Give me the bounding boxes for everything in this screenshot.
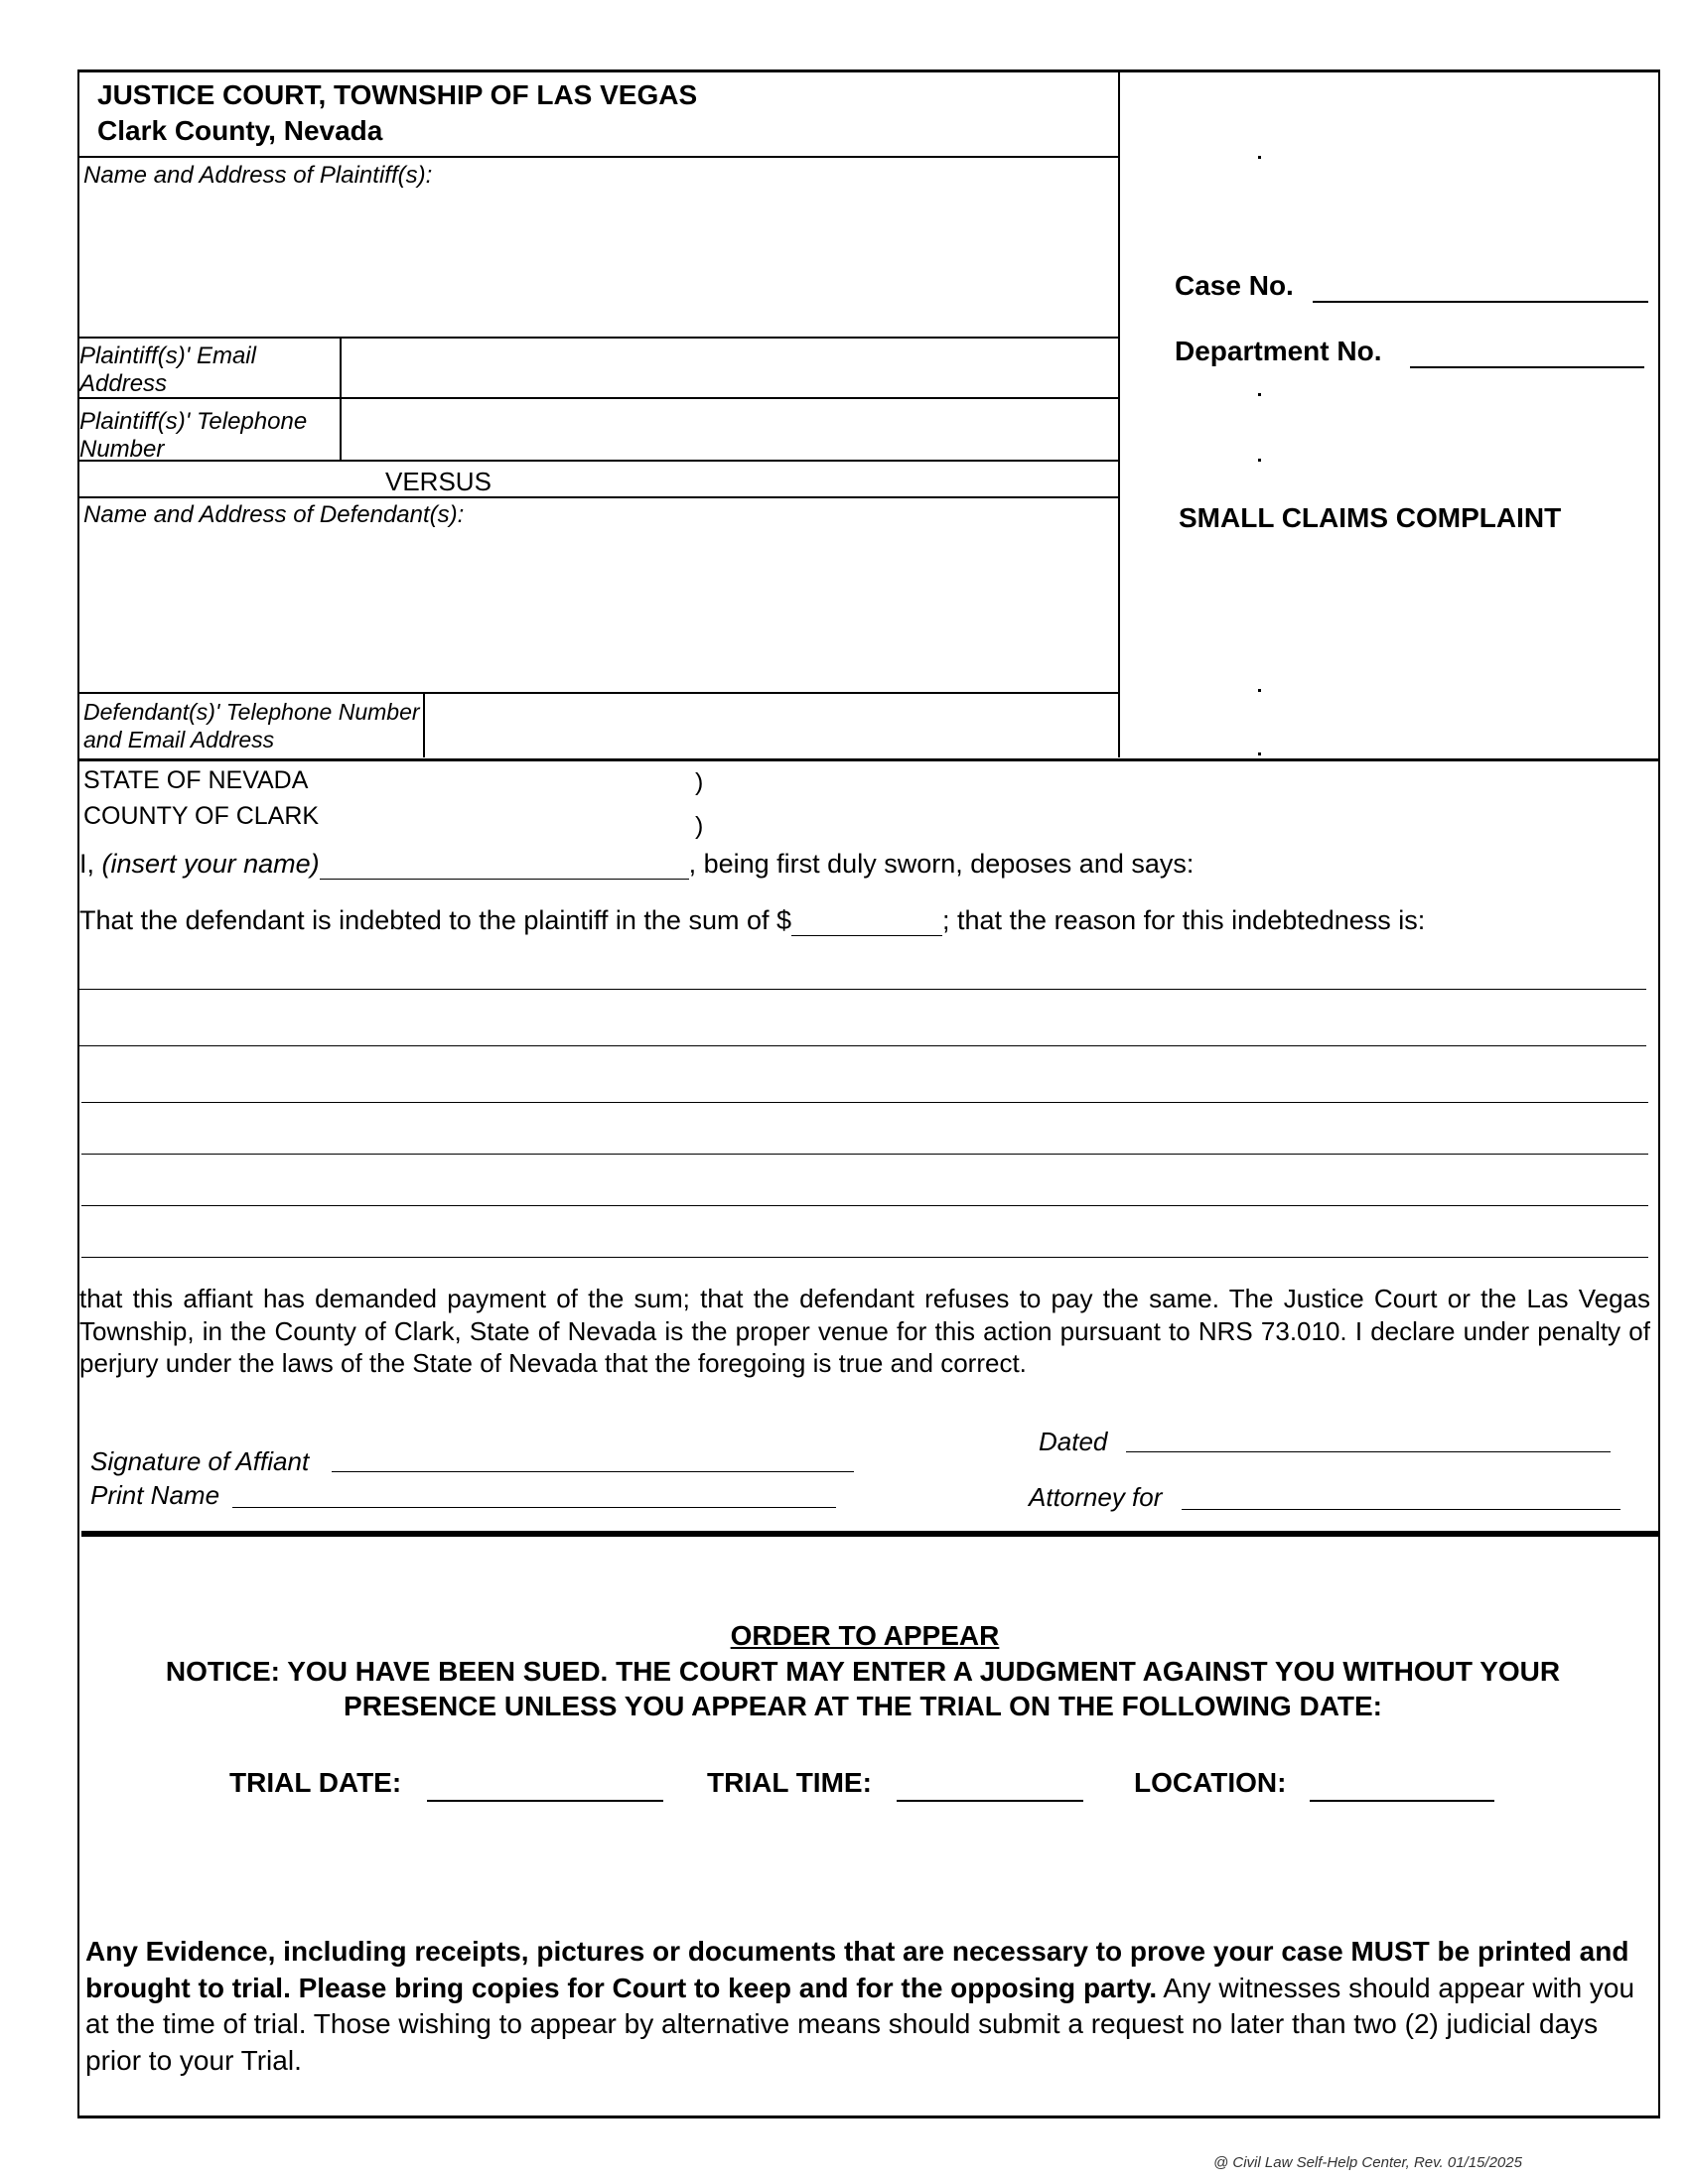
court-county: Clark County, Nevada: [97, 115, 383, 146]
evidence-bold-text: Any Evidence, including receipts, pictures or documents that are necessary to prove your case MUST be printed and brought to trial. Please bring copies for Court to keep and for the opposing party.: [85, 1936, 1629, 2003]
form-title: SMALL CLAIMS COMPLAINT: [1179, 502, 1562, 533]
reason-line[interactable]: [81, 1205, 1648, 1206]
order-title: [0, 1620, 1688, 1652]
amount-field[interactable]: [791, 909, 942, 936]
dated-field[interactable]: [1126, 1451, 1611, 1452]
order-section-divider: [81, 1531, 1660, 1537]
location-field[interactable]: [1310, 1800, 1494, 1802]
plaintiff-email-field[interactable]: [343, 341, 1117, 396]
versus-label: VERSUS: [385, 467, 492, 496]
print-name-field[interactable]: [232, 1507, 836, 1508]
decorative-dot: [1258, 689, 1261, 692]
decorative-dot: [1258, 156, 1261, 159]
trial-time-field[interactable]: [897, 1800, 1083, 1802]
defendant-block-divider: [77, 692, 1118, 694]
defendant-contact-label: Defendant(s)' Telephone Number and Email Address: [83, 699, 420, 752]
plaintiff-name-address-label: Name and Address of Plaintiff(s):: [83, 162, 433, 189]
defendant-contact-field[interactable]: [427, 695, 1116, 754]
location-label: LOCATION:: [1134, 1767, 1287, 1798]
plaintiff-contact-column-divider: [340, 337, 342, 460]
plaintiff-phone-field[interactable]: [343, 401, 1117, 459]
reason-line[interactable]: [77, 1045, 1646, 1046]
court-name: JUSTICE COURT, TOWNSHIP OF LAS VEGAS: [97, 79, 698, 110]
plaintiff-block-divider: [77, 337, 1118, 339]
case-number-field[interactable]: [1313, 301, 1648, 303]
department-number-label: Department No.: [1175, 336, 1382, 366]
trial-date-field[interactable]: [427, 1800, 663, 1802]
reason-line[interactable]: [77, 989, 1646, 990]
header-bottom-border: [77, 758, 1660, 761]
affiant-name-field[interactable]: [320, 853, 689, 880]
indebtedness-line: [79, 905, 1425, 936]
phone-row-divider: [77, 460, 1118, 462]
reason-line[interactable]: [81, 1154, 1648, 1155]
defendant-name-address-label: Name and Address of Defendant(s):: [83, 501, 465, 528]
evidence-notice: [85, 1934, 1642, 2079]
case-number-label: Case No.: [1175, 270, 1294, 301]
plaintiff-email-label: Plaintiff(s)' Email Address: [79, 342, 256, 397]
print-name-label: Print Name: [90, 1480, 220, 1510]
indebted-prefix: That the defendant is indebted to the plaintiff in the sum of $: [79, 905, 791, 935]
defendant-contact-column-divider: [423, 692, 425, 757]
affiant-signature-field[interactable]: [332, 1471, 854, 1472]
reason-line[interactable]: [81, 1102, 1648, 1103]
plaintiff-name-address-field[interactable]: [79, 194, 1116, 333]
defendant-name-address-field[interactable]: [79, 533, 1116, 687]
versus-underline: [77, 496, 1118, 498]
decorative-dot: [1258, 459, 1261, 462]
affiant-signature-label: Signature of Affiant: [90, 1446, 310, 1476]
evidence-normal-text: Any witnesses should appear with you at the time of trial. Those wishing to appear by alternative means should submit a request no later than two (2) judicial days prior to your Trial.: [85, 1972, 1635, 2076]
footer-credit: @ Civil Law Self-Help Center, Rev. 01/15/2025: [1213, 2154, 1522, 2171]
trial-time-label: TRIAL TIME:: [707, 1767, 872, 1798]
venue-paren: ): [695, 768, 704, 796]
frame-right-border: [1658, 69, 1660, 2116]
notice-line-1: NOTICE: YOU HAVE BEEN SUED. THE COURT MAY ENTER A JUDGMENT AGAINST YOU WITHOUT YOUR: [165, 1656, 1561, 1687]
department-number-field[interactable]: [1410, 366, 1644, 368]
court-underline: [77, 156, 1118, 158]
notice-line-2: PRESENCE UNLESS YOU APPEAR AT THE TRIAL ON THE FOLLOWING DATE:: [344, 1691, 1382, 1721]
order-title-text: ORDER TO APPEAR: [730, 1620, 1000, 1651]
indebted-suffix: ; that the reason for this indebtedness is:: [942, 905, 1426, 935]
decorative-dot: [1258, 752, 1261, 755]
plaintiff-phone-label: Plaintiff(s)' Telephone Number: [79, 408, 308, 463]
county-label: COUNTY OF CLARK: [83, 802, 320, 830]
affiant-sworn-line: [79, 849, 1194, 880]
attorney-for-label: Attorney for: [1029, 1482, 1163, 1512]
declaration-paragraph: that this affiant has demanded payment of the sum; that the defendant refuses to pay the same. The Justice Court or the Las Vegas Township, in the County of Clark, State of Nevada is the proper venue for this action pursuant to NRS 73.010. I declare under penalty of perjury under the laws of the State of Nevada that the foregoing is true and correct.: [79, 1284, 1650, 1378]
sworn-suffix: , being first duly sworn, deposes and says:: [688, 849, 1195, 879]
reason-line[interactable]: [81, 1257, 1648, 1258]
insert-name-label: (insert your name): [101, 849, 320, 879]
email-row-divider: [77, 397, 1118, 399]
header-column-divider: [1118, 69, 1120, 757]
trial-date-label: TRIAL DATE:: [229, 1767, 402, 1798]
attorney-for-field[interactable]: [1182, 1509, 1620, 1510]
decorative-dot: [1258, 393, 1261, 396]
state-label: STATE OF NEVADA: [83, 766, 309, 794]
dated-label: Dated: [1039, 1427, 1108, 1456]
affiant-i-prefix: I,: [79, 849, 95, 879]
venue-paren: ): [695, 812, 704, 840]
frame-top-border: [77, 69, 1660, 72]
frame-bottom-border: [77, 2116, 1660, 2118]
